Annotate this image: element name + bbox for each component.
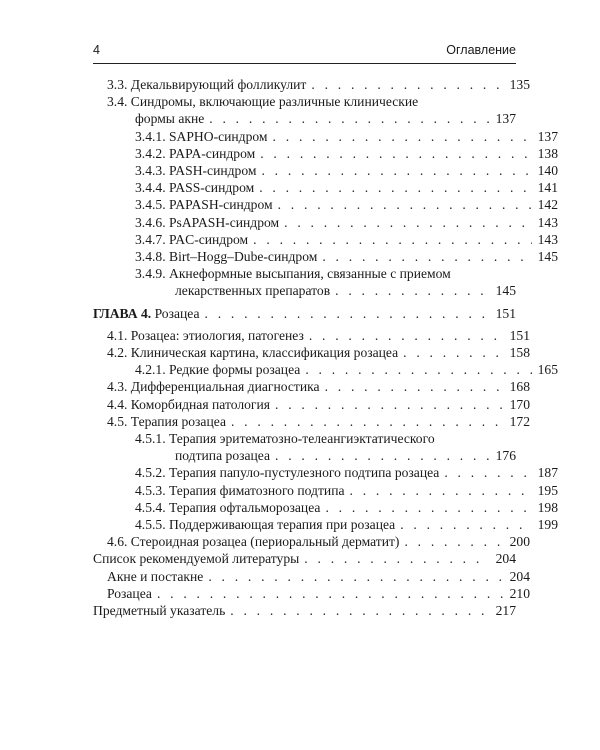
toc-entry-multiline[interactable] bbox=[93, 265, 516, 299]
leader-dots bbox=[230, 602, 490, 619]
toc-entry[interactable] bbox=[93, 214, 558, 231]
toc-entry[interactable] bbox=[93, 76, 530, 93]
leader-dots bbox=[404, 533, 504, 550]
section-number: 3.3. bbox=[107, 77, 128, 92]
section-title-line2: формы акне bbox=[135, 111, 205, 127]
section-number: 4.5. bbox=[107, 413, 128, 429]
page-ref: 137 bbox=[495, 111, 516, 127]
section-title: Birt–Hogg–Dube-синдром bbox=[169, 249, 318, 265]
section-number: 4.6. bbox=[107, 534, 128, 550]
leader-dots bbox=[260, 145, 532, 162]
toc-entry[interactable] bbox=[93, 378, 530, 395]
section-number: 4.5.1. bbox=[135, 431, 166, 447]
section-title: Терапия офтальморозацеа bbox=[169, 499, 321, 515]
section-number: 4.3. bbox=[107, 379, 128, 395]
section-title: Список рекомендуемой литературы bbox=[93, 551, 300, 567]
section-title: PAC-синдром bbox=[169, 231, 249, 247]
section-title: PAPA-синдром bbox=[169, 145, 256, 161]
section-number: 3.4.4. bbox=[135, 180, 166, 196]
page-ref: 170 bbox=[509, 396, 530, 412]
section-title: Поддерживающая терапия при розацеа bbox=[169, 517, 396, 533]
section-title-line1: Терапия эритематозно-телеангиэктатического bbox=[169, 431, 435, 447]
leader-dots bbox=[278, 196, 532, 213]
section-title-line2: лекарственных препаратов bbox=[175, 283, 331, 299]
page-ref: 199 bbox=[537, 517, 558, 533]
chapter-label: ГЛАВА 4. bbox=[93, 305, 152, 321]
leader-dots bbox=[322, 248, 532, 265]
leader-dots bbox=[335, 282, 490, 299]
leader-dots bbox=[157, 585, 504, 602]
toc-entry[interactable] bbox=[93, 361, 558, 378]
section-number: 3.4.9. bbox=[135, 266, 166, 282]
section-number: 3.4.7. bbox=[135, 231, 166, 247]
section-title: Коморбидная патология bbox=[130, 396, 271, 412]
section-number: 4.5.2. bbox=[135, 465, 166, 481]
page-ref: 172 bbox=[509, 413, 530, 429]
toc-entry[interactable] bbox=[93, 602, 516, 619]
section-title: Терапия фиматозного подтипа bbox=[169, 482, 345, 498]
section-title: Дифференциальная диагностика bbox=[130, 379, 320, 395]
page-ref: 143 bbox=[537, 231, 558, 247]
leader-dots bbox=[309, 327, 504, 344]
page-ref: 195 bbox=[537, 482, 558, 498]
leader-dots bbox=[444, 464, 532, 481]
toc-entry[interactable] bbox=[93, 128, 558, 145]
page-ref: 145 bbox=[495, 283, 516, 299]
leader-dots bbox=[311, 76, 504, 93]
leader-dots bbox=[253, 231, 532, 248]
section-number: 4.2. bbox=[107, 345, 128, 361]
leader-dots bbox=[304, 550, 490, 567]
leader-dots bbox=[325, 499, 532, 516]
leader-dots bbox=[350, 482, 533, 499]
toc-entry[interactable] bbox=[93, 344, 530, 361]
toc-entry[interactable] bbox=[93, 516, 558, 533]
page-ref: 168 bbox=[509, 379, 530, 395]
leader-dots bbox=[208, 568, 504, 585]
page-ref: 137 bbox=[537, 128, 558, 144]
toc-entry[interactable] bbox=[93, 568, 530, 585]
toc-chapter-entry[interactable] bbox=[93, 305, 516, 322]
toc-entry[interactable] bbox=[93, 179, 558, 196]
leader-dots bbox=[273, 128, 532, 145]
section-title: Стероидная розацеа (периоральный дерматит) bbox=[130, 534, 400, 550]
section-number: 4.5.3. bbox=[135, 482, 166, 498]
leader-dots bbox=[261, 162, 532, 179]
toc-entry[interactable] bbox=[93, 464, 558, 481]
section-title: Розацеа: этиология, патогенез bbox=[130, 327, 304, 343]
section-title: Терапия папуло-пустулезного подтипа розацеа bbox=[169, 465, 440, 481]
section-number: 3.4.6. bbox=[135, 214, 166, 230]
section-title: PAPASH-синдром bbox=[169, 197, 273, 213]
section-title: Клиническая картина, классификация розацеа bbox=[130, 345, 399, 361]
page-ref: 176 bbox=[495, 448, 516, 464]
section-title: Предметный указатель bbox=[93, 603, 226, 619]
page-ref: 187 bbox=[537, 465, 558, 481]
toc-entry[interactable] bbox=[93, 413, 530, 430]
page-ref: 158 bbox=[509, 345, 530, 361]
leader-dots bbox=[231, 413, 504, 430]
page-ref: 142 bbox=[537, 197, 558, 213]
section-title: Терапия розацеа bbox=[130, 413, 226, 429]
section-title: Декальвирующий фолликулит bbox=[130, 77, 307, 92]
section-title: Акне и постакне bbox=[107, 568, 204, 584]
toc-entry[interactable] bbox=[93, 162, 558, 179]
section-title: PASH-синдром bbox=[169, 163, 257, 179]
toc-entry[interactable] bbox=[93, 585, 530, 602]
toc-entry[interactable] bbox=[93, 482, 558, 499]
page-ref: 204 bbox=[509, 568, 530, 584]
leader-dots bbox=[284, 214, 532, 231]
toc-entry[interactable] bbox=[93, 231, 558, 248]
leader-dots bbox=[403, 344, 504, 361]
leader-dots bbox=[259, 179, 532, 196]
section-number: 4.2.1. bbox=[135, 362, 166, 378]
page-ref: 165 bbox=[537, 362, 558, 378]
page-ref: 204 bbox=[495, 551, 516, 567]
section-number: 4.5.4. bbox=[135, 499, 166, 515]
page-ref: 151 bbox=[509, 327, 530, 343]
section-number: 4.5.5. bbox=[135, 517, 166, 533]
toc-entry-multiline[interactable] bbox=[93, 430, 516, 464]
section-title-line1: Акнеформные высыпания, связанные с приемом bbox=[169, 266, 451, 282]
page-ref: 217 bbox=[495, 603, 516, 619]
page-ref: 141 bbox=[537, 180, 558, 196]
leader-dots bbox=[275, 447, 490, 464]
page-ref: 151 bbox=[495, 305, 516, 321]
section-title-line2: подтипа розацеа bbox=[175, 448, 271, 464]
toc-entry[interactable] bbox=[93, 248, 558, 265]
header-rule bbox=[93, 63, 516, 64]
leader-dots bbox=[205, 305, 490, 322]
page-ref: 135 bbox=[509, 77, 530, 92]
toc-entry[interactable] bbox=[93, 396, 530, 413]
table-of-contents bbox=[93, 76, 558, 619]
leader-dots bbox=[209, 110, 490, 127]
section-number: 3.4.3. bbox=[135, 163, 166, 179]
section-title-line1: Синдромы, включающие различные клинические bbox=[130, 94, 419, 110]
page-ref: 200 bbox=[509, 534, 530, 550]
section-title: SAPHO-синдром bbox=[169, 128, 268, 144]
page-ref: 138 bbox=[537, 145, 558, 161]
section-number: 3.4.5. bbox=[135, 197, 166, 213]
section-number: 3.4.2. bbox=[135, 145, 166, 161]
page-ref: 198 bbox=[537, 499, 558, 515]
chapter-title: Розацеа bbox=[154, 305, 200, 321]
section-title: PsAPASH-синдром bbox=[169, 214, 280, 230]
section-title: Редкие формы розацеа bbox=[169, 362, 301, 378]
page-ref: 210 bbox=[509, 585, 530, 601]
toc-entry-multiline[interactable] bbox=[93, 93, 516, 127]
leader-dots bbox=[400, 516, 532, 533]
section-number: 3.4.8. bbox=[135, 249, 166, 265]
toc-entry[interactable] bbox=[93, 145, 558, 162]
page-number: 4 bbox=[93, 43, 100, 57]
toc-entry[interactable] bbox=[93, 327, 530, 344]
section-number: 4.4. bbox=[107, 396, 128, 412]
page-ref: 140 bbox=[537, 163, 558, 179]
page-ref: 145 bbox=[537, 249, 558, 265]
section-title: Розацеа bbox=[107, 585, 152, 601]
section-number: 4.1. bbox=[107, 327, 128, 343]
section-number: 3.4.1. bbox=[135, 128, 166, 144]
toc-entry[interactable] bbox=[93, 196, 558, 213]
running-head bbox=[93, 43, 516, 61]
toc-entry[interactable] bbox=[93, 550, 516, 567]
leader-dots bbox=[305, 361, 532, 378]
toc-entry[interactable] bbox=[93, 499, 558, 516]
toc-entry[interactable] bbox=[93, 533, 530, 550]
running-title: Оглавление bbox=[446, 43, 516, 57]
leader-dots bbox=[275, 396, 504, 413]
leader-dots bbox=[325, 378, 504, 395]
section-title: PASS-синдром bbox=[169, 180, 255, 196]
section-number: 3.4. bbox=[107, 94, 128, 110]
page-ref: 143 bbox=[537, 214, 558, 230]
